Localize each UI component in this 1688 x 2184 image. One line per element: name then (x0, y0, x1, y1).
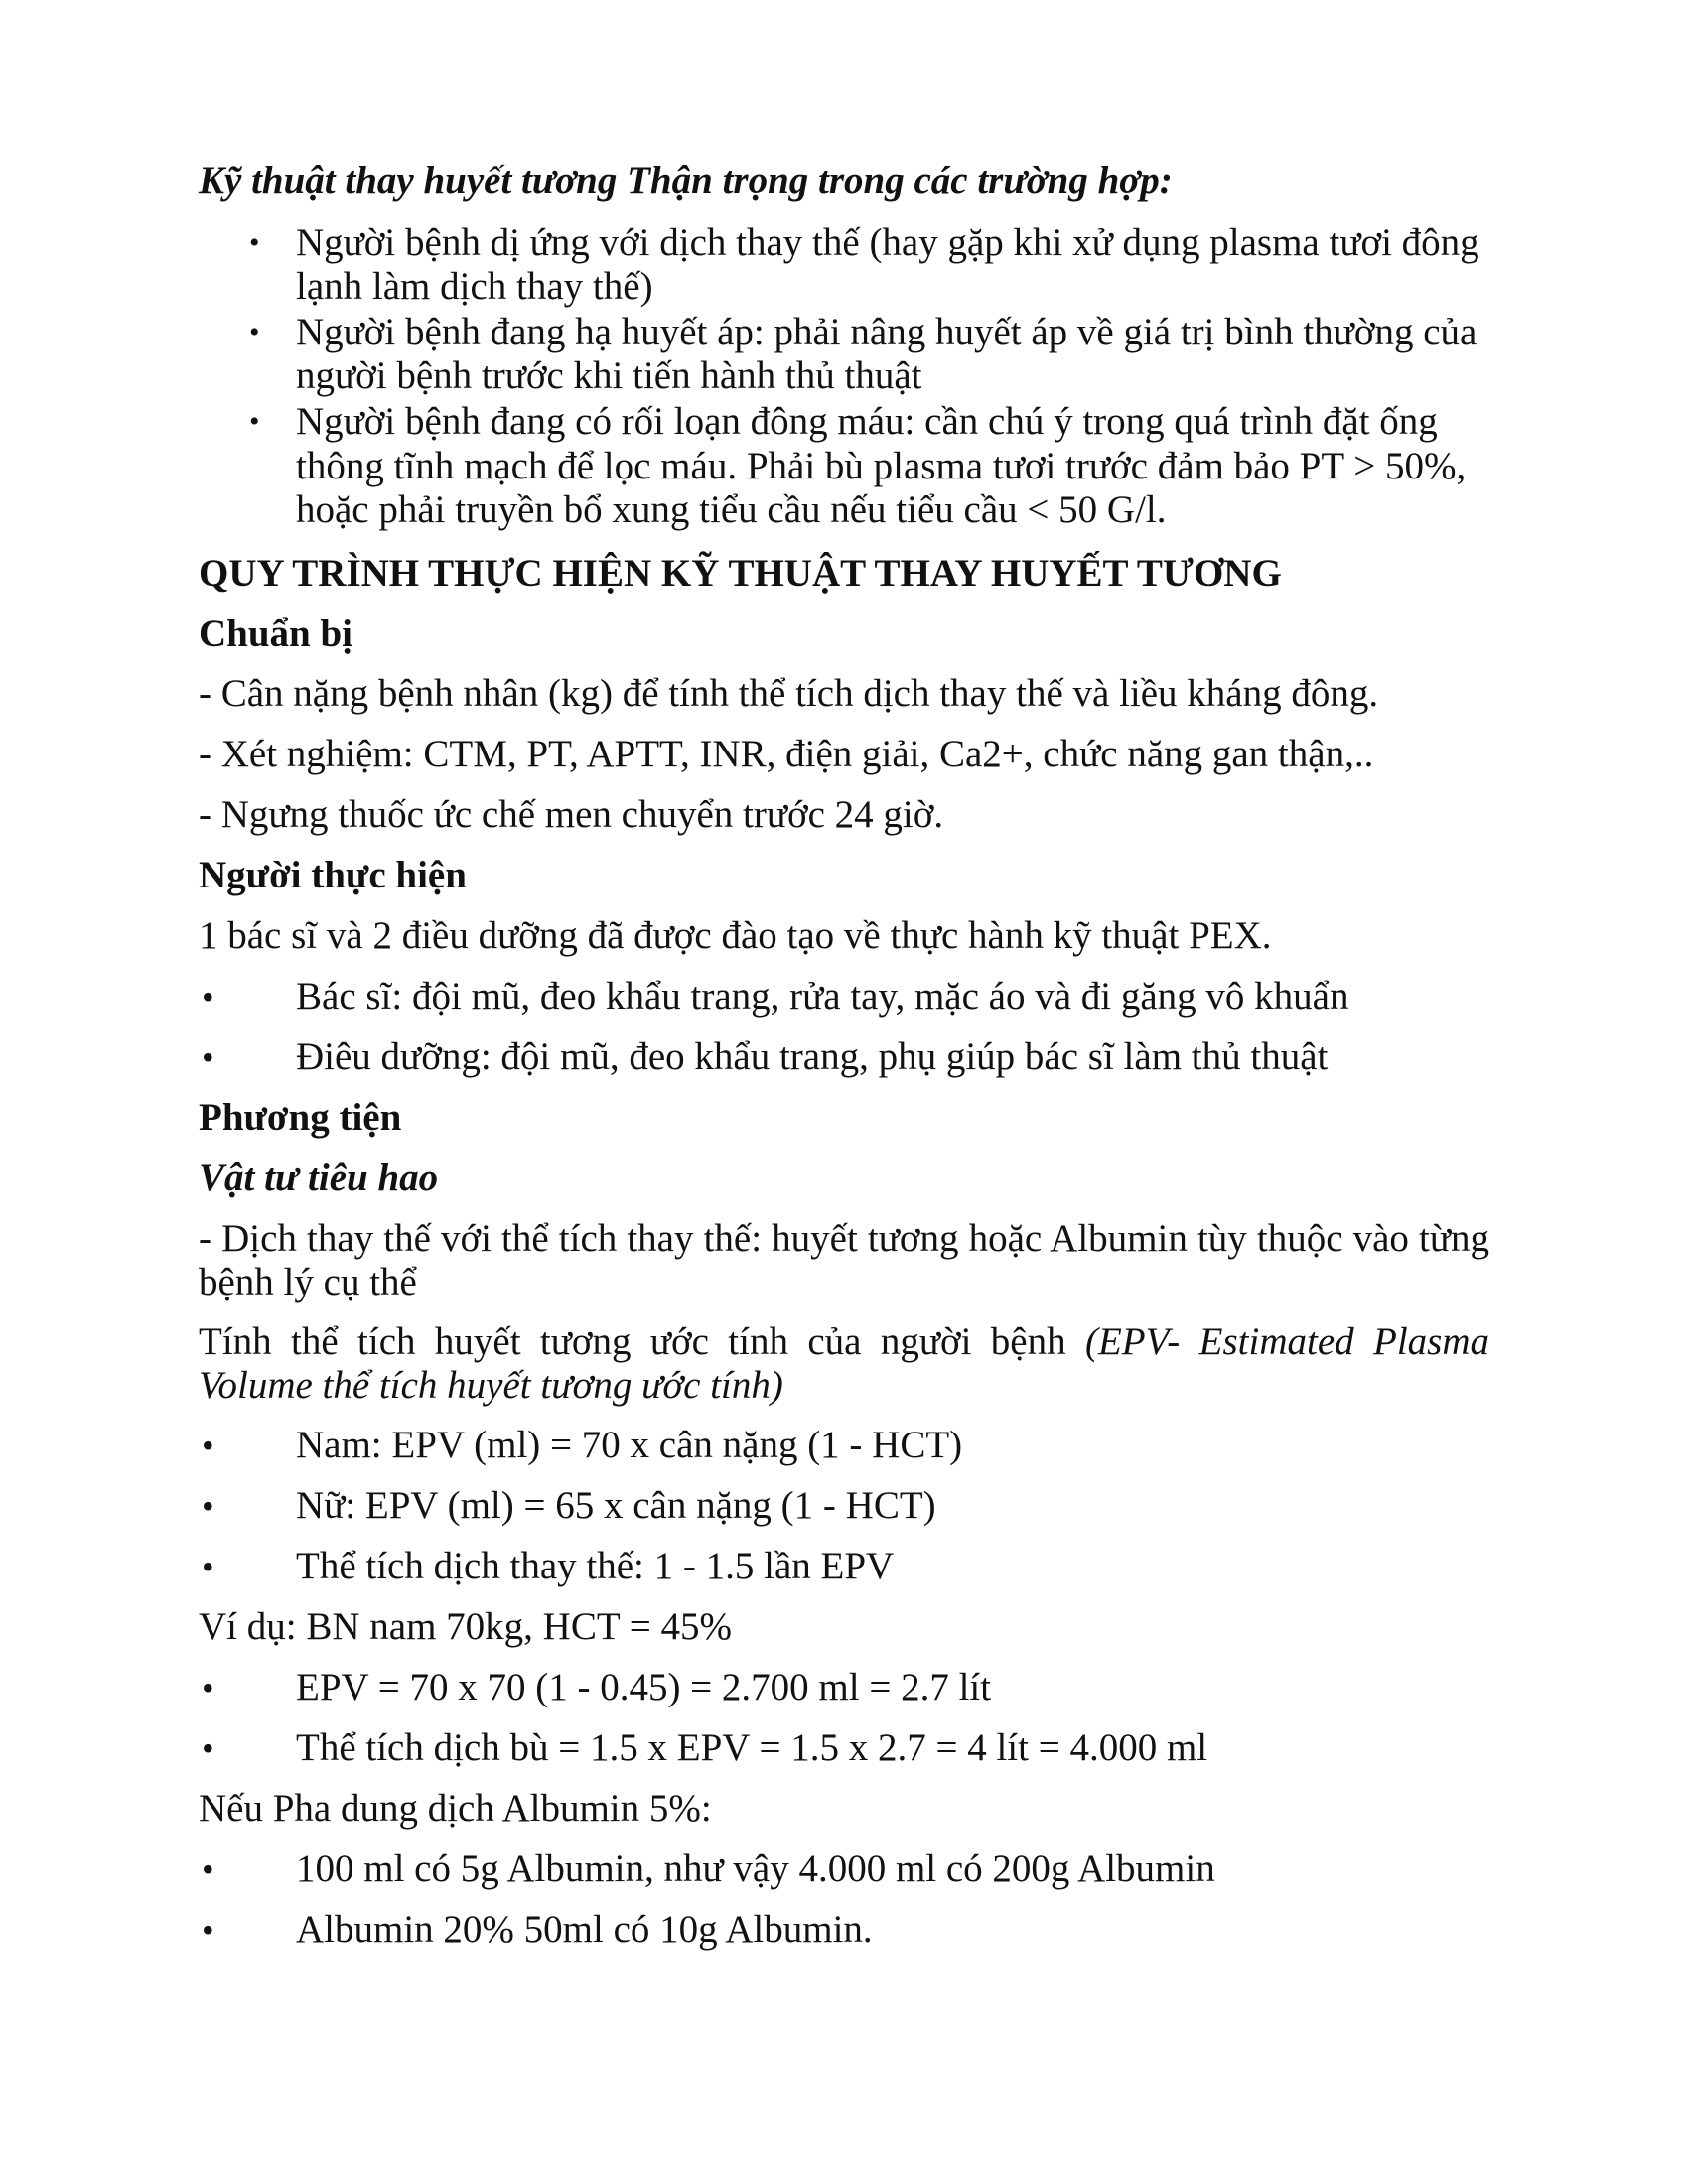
text-bullet: • (202, 1486, 214, 1526)
text-bullet: • (202, 1849, 214, 1889)
performer-text: 1 bác sĩ và 2 điều dưỡng đã được đào tạo về thực hành kỹ thuật PEX. (199, 914, 1272, 957)
epv-intro-line-2: Volume thể tích huyết tương ước tính) (199, 1364, 783, 1407)
text-bullet: • (202, 977, 214, 1017)
procedure-title: QUY TRÌNH THỰC HIỆN KỸ THUẬT THAY HUYẾT TƯƠNG (199, 552, 1282, 595)
performer-item-doctor: Bác sĩ: đội mũ, đeo khẩu trang, rửa tay, mặc áo và đi găng vô khuẩn (296, 975, 1349, 1018)
caution-item-2-line-1: Người bệnh đang hạ huyết áp: phải nâng huyết áp về giá trị bình thường của (296, 311, 1477, 353)
text-bullet: • (202, 1037, 214, 1077)
albumin-item-5g: 100 ml có 5g Albumin, như vậy 4.000 ml có 200g Albumin (296, 1847, 1215, 1890)
example-item-replace: Thể tích dịch bù = 1.5 x EPV = 1.5 x 2.7 = 4 lít = 4.000 ml (296, 1726, 1208, 1769)
epv-item-female: Nữ: EPV (ml) = 65 x cân nặng (1 - HCT) (296, 1484, 936, 1527)
text-bullet: • (202, 1728, 214, 1768)
caution-item-1-line-1: Người bệnh dị ứng với dịch thay thế (hay gặp khi xử dụng plasma tươi đông (296, 221, 1479, 264)
epv-intro-italic: (EPV- Estimated Plasma (1084, 1320, 1489, 1363)
example-item-epv: EPV = 70 x 70 (1 - 0.45) = 2.700 ml = 2.7 lít (296, 1666, 992, 1708)
caution-heading: Kỹ thuật thay huyết tương Thận trọng trong các trường hợp: (199, 159, 1173, 202)
prep-item-tests: - Xét nghiệm: CTM, PT, APTT, INR, điện giải, Ca2+, chức năng gan thận,.. (199, 733, 1374, 775)
bullet-dot: • (249, 405, 260, 438)
supplies-heading: Vật tư tiêu hao (199, 1157, 439, 1199)
bullet-dot: • (249, 226, 260, 259)
epv-item-male: Nam: EPV (ml) = 70 x cân nặng (1 - HCT) (296, 1424, 963, 1466)
prep-item-weight: - Cân nặng bệnh nhân (kg) để tính thể tích dịch thay thế và liều kháng đông. (199, 672, 1379, 715)
text-bullet: • (202, 1426, 214, 1465)
caution-item-1-line-2: lạnh làm dịch thay thế) (296, 265, 653, 308)
performer-heading: Người thực hiện (199, 854, 467, 896)
means-heading: Phương tiện (199, 1096, 402, 1139)
fluid-line-2: bệnh lý cụ thể (199, 1261, 417, 1303)
text-bullet: • (202, 1910, 214, 1950)
prep-item-stop-drugs: - Ngưng thuốc ức chế men chuyển trước 24 giờ. (199, 793, 944, 836)
prep-heading: Chuẩn bị (199, 613, 353, 655)
caution-item-3-line-3: hoặc phải truyền bổ xung tiểu cầu nếu tiểu cầu < 50 G/l. (296, 488, 1167, 531)
epv-intro-plain: Tính thể tích huyết tương ước tính của người bệnh (199, 1320, 1085, 1363)
albumin-heading: Nếu Pha dung dịch Albumin 5%: (199, 1787, 712, 1830)
performer-item-nurse: Điêu dưỡng: đội mũ, đeo khẩu trang, phụ giúp bác sĩ làm thủ thuật (296, 1035, 1329, 1078)
caution-item-3-line-2: thông tĩnh mạch để lọc máu. Phải bù plasma tươi trước đảm bảo PT > 50%, (296, 445, 1467, 487)
caution-item-3-line-1: Người bệnh đang có rối loạn đông máu: cần chú ý trong quá trình đặt ống (296, 400, 1438, 443)
albumin-item-20pct: Albumin 20% 50ml có 10g Albumin. (296, 1908, 873, 1951)
text-bullet: • (202, 1547, 214, 1586)
caution-item-2-line-2: người bệnh trước khi tiến hành thủ thuật (296, 354, 922, 397)
text-bullet: • (202, 1668, 214, 1707)
epv-intro-line-1 (199, 1320, 1489, 1364)
epv-item-volume: Thể tích dịch thay thế: 1 - 1.5 lần EPV (296, 1545, 895, 1587)
bullet-dot: • (249, 316, 260, 348)
example-heading: Ví dụ: BN nam 70kg, HCT = 45% (199, 1605, 732, 1648)
fluid-line-1: - Dịch thay thế với thể tích thay thế: huyết tương hoặc Albumin tùy thuộc vào từng (199, 1217, 1489, 1260)
